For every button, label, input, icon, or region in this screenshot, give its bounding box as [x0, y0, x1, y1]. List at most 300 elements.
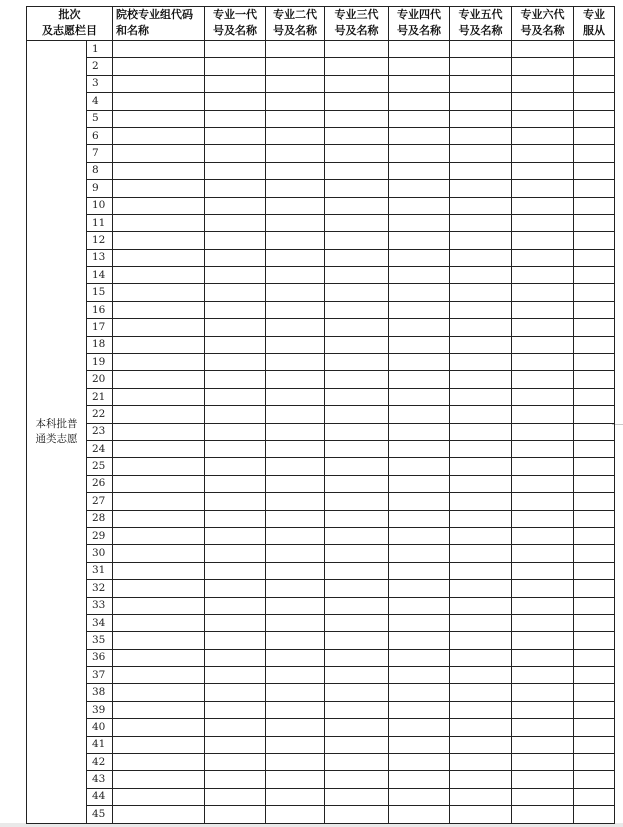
major-6-cell[interactable]	[512, 319, 574, 336]
major-3-cell[interactable]	[325, 93, 389, 110]
major-4-cell[interactable]	[389, 806, 450, 823]
major-4-cell[interactable]	[389, 475, 450, 492]
major-5-cell[interactable]	[450, 580, 512, 597]
major-1-cell[interactable]	[205, 319, 266, 336]
college-group-cell[interactable]	[113, 458, 205, 475]
major-5-cell[interactable]	[450, 284, 512, 301]
major-3-cell[interactable]	[325, 527, 389, 544]
major-4-cell[interactable]	[389, 788, 450, 805]
major-1-cell[interactable]	[205, 440, 266, 457]
major-6-cell[interactable]	[512, 110, 574, 127]
major-2-cell[interactable]	[266, 162, 325, 179]
major-obey-cell[interactable]	[574, 58, 615, 75]
major-obey-cell[interactable]	[574, 197, 615, 214]
major-2-cell[interactable]	[266, 597, 325, 614]
major-5-cell[interactable]	[450, 301, 512, 318]
major-4-cell[interactable]	[389, 510, 450, 527]
college-group-cell[interactable]	[113, 649, 205, 666]
major-6-cell[interactable]	[512, 667, 574, 684]
major-4-cell[interactable]	[389, 127, 450, 144]
major-4-cell[interactable]	[389, 771, 450, 788]
college-group-cell[interactable]	[113, 93, 205, 110]
major-3-cell[interactable]	[325, 510, 389, 527]
major-2-cell[interactable]	[266, 771, 325, 788]
major-6-cell[interactable]	[512, 371, 574, 388]
major-5-cell[interactable]	[450, 632, 512, 649]
college-group-cell[interactable]	[113, 406, 205, 423]
major-3-cell[interactable]	[325, 649, 389, 666]
major-3-cell[interactable]	[325, 267, 389, 284]
major-4-cell[interactable]	[389, 232, 450, 249]
major-3-cell[interactable]	[325, 388, 389, 405]
major-obey-cell[interactable]	[574, 649, 615, 666]
major-1-cell[interactable]	[205, 214, 266, 231]
college-group-cell[interactable]	[113, 162, 205, 179]
major-obey-cell[interactable]	[574, 180, 615, 197]
major-4-cell[interactable]	[389, 580, 450, 597]
major-obey-cell[interactable]	[574, 319, 615, 336]
major-4-cell[interactable]	[389, 527, 450, 544]
major-obey-cell[interactable]	[574, 371, 615, 388]
college-group-cell[interactable]	[113, 301, 205, 318]
major-6-cell[interactable]	[512, 145, 574, 162]
major-1-cell[interactable]	[205, 806, 266, 823]
major-4-cell[interactable]	[389, 58, 450, 75]
major-2-cell[interactable]	[266, 527, 325, 544]
major-6-cell[interactable]	[512, 684, 574, 701]
major-6-cell[interactable]	[512, 388, 574, 405]
college-group-cell[interactable]	[113, 545, 205, 562]
major-5-cell[interactable]	[450, 145, 512, 162]
major-3-cell[interactable]	[325, 562, 389, 579]
college-group-cell[interactable]	[113, 580, 205, 597]
major-4-cell[interactable]	[389, 249, 450, 266]
major-5-cell[interactable]	[450, 232, 512, 249]
major-2-cell[interactable]	[266, 354, 325, 371]
major-1-cell[interactable]	[205, 493, 266, 510]
major-4-cell[interactable]	[389, 632, 450, 649]
major-5-cell[interactable]	[450, 719, 512, 736]
college-group-cell[interactable]	[113, 371, 205, 388]
major-6-cell[interactable]	[512, 580, 574, 597]
major-1-cell[interactable]	[205, 110, 266, 127]
major-obey-cell[interactable]	[574, 545, 615, 562]
major-3-cell[interactable]	[325, 127, 389, 144]
major-2-cell[interactable]	[266, 388, 325, 405]
college-group-cell[interactable]	[113, 632, 205, 649]
major-6-cell[interactable]	[512, 545, 574, 562]
major-4-cell[interactable]	[389, 684, 450, 701]
college-group-cell[interactable]	[113, 736, 205, 753]
major-2-cell[interactable]	[266, 267, 325, 284]
major-2-cell[interactable]	[266, 684, 325, 701]
major-2-cell[interactable]	[266, 754, 325, 771]
major-6-cell[interactable]	[512, 649, 574, 666]
college-group-cell[interactable]	[113, 180, 205, 197]
major-5-cell[interactable]	[450, 597, 512, 614]
major-4-cell[interactable]	[389, 423, 450, 440]
major-1-cell[interactable]	[205, 736, 266, 753]
major-obey-cell[interactable]	[574, 162, 615, 179]
major-1-cell[interactable]	[205, 145, 266, 162]
major-6-cell[interactable]	[512, 406, 574, 423]
major-5-cell[interactable]	[450, 58, 512, 75]
college-group-cell[interactable]	[113, 719, 205, 736]
major-2-cell[interactable]	[266, 284, 325, 301]
major-2-cell[interactable]	[266, 510, 325, 527]
major-3-cell[interactable]	[325, 75, 389, 92]
major-1-cell[interactable]	[205, 614, 266, 631]
major-3-cell[interactable]	[325, 371, 389, 388]
major-obey-cell[interactable]	[574, 788, 615, 805]
major-3-cell[interactable]	[325, 806, 389, 823]
major-obey-cell[interactable]	[574, 510, 615, 527]
major-obey-cell[interactable]	[574, 527, 615, 544]
major-3-cell[interactable]	[325, 354, 389, 371]
major-1-cell[interactable]	[205, 597, 266, 614]
major-1-cell[interactable]	[205, 632, 266, 649]
major-4-cell[interactable]	[389, 75, 450, 92]
major-6-cell[interactable]	[512, 301, 574, 318]
major-6-cell[interactable]	[512, 788, 574, 805]
major-1-cell[interactable]	[205, 649, 266, 666]
major-6-cell[interactable]	[512, 232, 574, 249]
major-2-cell[interactable]	[266, 440, 325, 457]
major-4-cell[interactable]	[389, 145, 450, 162]
college-group-cell[interactable]	[113, 249, 205, 266]
major-1-cell[interactable]	[205, 336, 266, 353]
major-obey-cell[interactable]	[574, 214, 615, 231]
major-6-cell[interactable]	[512, 180, 574, 197]
major-5-cell[interactable]	[450, 684, 512, 701]
major-6-cell[interactable]	[512, 510, 574, 527]
major-1-cell[interactable]	[205, 406, 266, 423]
major-obey-cell[interactable]	[574, 75, 615, 92]
college-group-cell[interactable]	[113, 214, 205, 231]
major-2-cell[interactable]	[266, 580, 325, 597]
major-6-cell[interactable]	[512, 75, 574, 92]
college-group-cell[interactable]	[113, 423, 205, 440]
major-obey-cell[interactable]	[574, 754, 615, 771]
major-obey-cell[interactable]	[574, 614, 615, 631]
major-1-cell[interactable]	[205, 423, 266, 440]
major-6-cell[interactable]	[512, 162, 574, 179]
major-5-cell[interactable]	[450, 701, 512, 718]
major-2-cell[interactable]	[266, 614, 325, 631]
major-obey-cell[interactable]	[574, 354, 615, 371]
major-3-cell[interactable]	[325, 684, 389, 701]
major-3-cell[interactable]	[325, 180, 389, 197]
major-5-cell[interactable]	[450, 93, 512, 110]
major-3-cell[interactable]	[325, 545, 389, 562]
major-3-cell[interactable]	[325, 301, 389, 318]
major-6-cell[interactable]	[512, 284, 574, 301]
major-4-cell[interactable]	[389, 371, 450, 388]
major-obey-cell[interactable]	[574, 684, 615, 701]
major-5-cell[interactable]	[450, 806, 512, 823]
major-5-cell[interactable]	[450, 180, 512, 197]
college-group-cell[interactable]	[113, 597, 205, 614]
college-group-cell[interactable]	[113, 232, 205, 249]
major-3-cell[interactable]	[325, 197, 389, 214]
major-6-cell[interactable]	[512, 249, 574, 266]
major-6-cell[interactable]	[512, 614, 574, 631]
major-obey-cell[interactable]	[574, 719, 615, 736]
major-5-cell[interactable]	[450, 127, 512, 144]
college-group-cell[interactable]	[113, 354, 205, 371]
major-2-cell[interactable]	[266, 371, 325, 388]
major-5-cell[interactable]	[450, 162, 512, 179]
major-2-cell[interactable]	[266, 632, 325, 649]
major-6-cell[interactable]	[512, 354, 574, 371]
major-5-cell[interactable]	[450, 388, 512, 405]
major-3-cell[interactable]	[325, 440, 389, 457]
major-1-cell[interactable]	[205, 527, 266, 544]
major-1-cell[interactable]	[205, 475, 266, 492]
major-5-cell[interactable]	[450, 788, 512, 805]
major-3-cell[interactable]	[325, 336, 389, 353]
major-1-cell[interactable]	[205, 197, 266, 214]
major-1-cell[interactable]	[205, 267, 266, 284]
major-obey-cell[interactable]	[574, 475, 615, 492]
major-3-cell[interactable]	[325, 754, 389, 771]
major-2-cell[interactable]	[266, 232, 325, 249]
major-6-cell[interactable]	[512, 475, 574, 492]
major-4-cell[interactable]	[389, 667, 450, 684]
major-3-cell[interactable]	[325, 284, 389, 301]
major-5-cell[interactable]	[450, 667, 512, 684]
major-obey-cell[interactable]	[574, 249, 615, 266]
major-obey-cell[interactable]	[574, 145, 615, 162]
major-1-cell[interactable]	[205, 41, 266, 58]
major-1-cell[interactable]	[205, 162, 266, 179]
major-3-cell[interactable]	[325, 41, 389, 58]
major-3-cell[interactable]	[325, 162, 389, 179]
major-obey-cell[interactable]	[574, 440, 615, 457]
college-group-cell[interactable]	[113, 319, 205, 336]
major-obey-cell[interactable]	[574, 667, 615, 684]
major-2-cell[interactable]	[266, 249, 325, 266]
major-4-cell[interactable]	[389, 354, 450, 371]
major-2-cell[interactable]	[266, 75, 325, 92]
major-6-cell[interactable]	[512, 527, 574, 544]
major-1-cell[interactable]	[205, 354, 266, 371]
major-6-cell[interactable]	[512, 267, 574, 284]
major-obey-cell[interactable]	[574, 806, 615, 823]
major-1-cell[interactable]	[205, 371, 266, 388]
college-group-cell[interactable]	[113, 41, 205, 58]
major-obey-cell[interactable]	[574, 301, 615, 318]
major-4-cell[interactable]	[389, 197, 450, 214]
major-2-cell[interactable]	[266, 667, 325, 684]
major-3-cell[interactable]	[325, 58, 389, 75]
major-4-cell[interactable]	[389, 41, 450, 58]
major-1-cell[interactable]	[205, 458, 266, 475]
college-group-cell[interactable]	[113, 475, 205, 492]
major-1-cell[interactable]	[205, 701, 266, 718]
major-4-cell[interactable]	[389, 614, 450, 631]
major-1-cell[interactable]	[205, 180, 266, 197]
major-5-cell[interactable]	[450, 75, 512, 92]
major-4-cell[interactable]	[389, 214, 450, 231]
major-2-cell[interactable]	[266, 110, 325, 127]
major-obey-cell[interactable]	[574, 41, 615, 58]
major-6-cell[interactable]	[512, 754, 574, 771]
major-5-cell[interactable]	[450, 319, 512, 336]
college-group-cell[interactable]	[113, 127, 205, 144]
major-3-cell[interactable]	[325, 580, 389, 597]
major-obey-cell[interactable]	[574, 771, 615, 788]
major-5-cell[interactable]	[450, 440, 512, 457]
major-obey-cell[interactable]	[574, 127, 615, 144]
major-3-cell[interactable]	[325, 788, 389, 805]
major-1-cell[interactable]	[205, 562, 266, 579]
major-4-cell[interactable]	[389, 440, 450, 457]
major-2-cell[interactable]	[266, 127, 325, 144]
major-2-cell[interactable]	[266, 423, 325, 440]
college-group-cell[interactable]	[113, 754, 205, 771]
major-2-cell[interactable]	[266, 493, 325, 510]
major-obey-cell[interactable]	[574, 736, 615, 753]
college-group-cell[interactable]	[113, 806, 205, 823]
major-6-cell[interactable]	[512, 41, 574, 58]
major-2-cell[interactable]	[266, 562, 325, 579]
major-3-cell[interactable]	[325, 736, 389, 753]
college-group-cell[interactable]	[113, 440, 205, 457]
major-3-cell[interactable]	[325, 458, 389, 475]
major-2-cell[interactable]	[266, 458, 325, 475]
major-obey-cell[interactable]	[574, 388, 615, 405]
major-6-cell[interactable]	[512, 197, 574, 214]
college-group-cell[interactable]	[113, 75, 205, 92]
major-1-cell[interactable]	[205, 788, 266, 805]
major-1-cell[interactable]	[205, 232, 266, 249]
major-2-cell[interactable]	[266, 93, 325, 110]
major-5-cell[interactable]	[450, 527, 512, 544]
major-4-cell[interactable]	[389, 301, 450, 318]
major-5-cell[interactable]	[450, 423, 512, 440]
major-4-cell[interactable]	[389, 388, 450, 405]
major-3-cell[interactable]	[325, 145, 389, 162]
major-4-cell[interactable]	[389, 754, 450, 771]
major-1-cell[interactable]	[205, 301, 266, 318]
major-6-cell[interactable]	[512, 423, 574, 440]
major-obey-cell[interactable]	[574, 458, 615, 475]
college-group-cell[interactable]	[113, 771, 205, 788]
major-3-cell[interactable]	[325, 319, 389, 336]
major-4-cell[interactable]	[389, 406, 450, 423]
major-3-cell[interactable]	[325, 614, 389, 631]
major-2-cell[interactable]	[266, 788, 325, 805]
major-4-cell[interactable]	[389, 93, 450, 110]
major-2-cell[interactable]	[266, 406, 325, 423]
major-6-cell[interactable]	[512, 771, 574, 788]
major-obey-cell[interactable]	[574, 701, 615, 718]
major-3-cell[interactable]	[325, 771, 389, 788]
major-6-cell[interactable]	[512, 440, 574, 457]
college-group-cell[interactable]	[113, 110, 205, 127]
major-2-cell[interactable]	[266, 197, 325, 214]
college-group-cell[interactable]	[113, 284, 205, 301]
major-obey-cell[interactable]	[574, 423, 615, 440]
major-5-cell[interactable]	[450, 493, 512, 510]
college-group-cell[interactable]	[113, 527, 205, 544]
major-3-cell[interactable]	[325, 632, 389, 649]
major-2-cell[interactable]	[266, 41, 325, 58]
major-4-cell[interactable]	[389, 719, 450, 736]
major-2-cell[interactable]	[266, 649, 325, 666]
major-5-cell[interactable]	[450, 354, 512, 371]
major-4-cell[interactable]	[389, 180, 450, 197]
major-1-cell[interactable]	[205, 249, 266, 266]
major-3-cell[interactable]	[325, 423, 389, 440]
major-3-cell[interactable]	[325, 701, 389, 718]
major-4-cell[interactable]	[389, 545, 450, 562]
major-1-cell[interactable]	[205, 388, 266, 405]
major-3-cell[interactable]	[325, 406, 389, 423]
major-2-cell[interactable]	[266, 214, 325, 231]
major-1-cell[interactable]	[205, 719, 266, 736]
major-4-cell[interactable]	[389, 493, 450, 510]
college-group-cell[interactable]	[113, 701, 205, 718]
major-4-cell[interactable]	[389, 736, 450, 753]
major-4-cell[interactable]	[389, 284, 450, 301]
major-4-cell[interactable]	[389, 162, 450, 179]
major-obey-cell[interactable]	[574, 93, 615, 110]
major-6-cell[interactable]	[512, 806, 574, 823]
major-5-cell[interactable]	[450, 336, 512, 353]
major-obey-cell[interactable]	[574, 110, 615, 127]
major-2-cell[interactable]	[266, 719, 325, 736]
major-5-cell[interactable]	[450, 214, 512, 231]
major-1-cell[interactable]	[205, 545, 266, 562]
major-2-cell[interactable]	[266, 145, 325, 162]
major-5-cell[interactable]	[450, 197, 512, 214]
major-1-cell[interactable]	[205, 684, 266, 701]
major-3-cell[interactable]	[325, 249, 389, 266]
major-6-cell[interactable]	[512, 336, 574, 353]
major-2-cell[interactable]	[266, 319, 325, 336]
major-3-cell[interactable]	[325, 719, 389, 736]
major-1-cell[interactable]	[205, 75, 266, 92]
major-6-cell[interactable]	[512, 93, 574, 110]
major-2-cell[interactable]	[266, 301, 325, 318]
major-5-cell[interactable]	[450, 458, 512, 475]
college-group-cell[interactable]	[113, 667, 205, 684]
major-2-cell[interactable]	[266, 475, 325, 492]
major-3-cell[interactable]	[325, 475, 389, 492]
major-4-cell[interactable]	[389, 562, 450, 579]
major-6-cell[interactable]	[512, 493, 574, 510]
college-group-cell[interactable]	[113, 788, 205, 805]
major-obey-cell[interactable]	[574, 562, 615, 579]
college-group-cell[interactable]	[113, 267, 205, 284]
major-2-cell[interactable]	[266, 736, 325, 753]
major-6-cell[interactable]	[512, 458, 574, 475]
college-group-cell[interactable]	[113, 684, 205, 701]
major-3-cell[interactable]	[325, 597, 389, 614]
major-6-cell[interactable]	[512, 632, 574, 649]
college-group-cell[interactable]	[113, 493, 205, 510]
major-6-cell[interactable]	[512, 719, 574, 736]
major-5-cell[interactable]	[450, 371, 512, 388]
major-5-cell[interactable]	[450, 771, 512, 788]
major-2-cell[interactable]	[266, 180, 325, 197]
college-group-cell[interactable]	[113, 388, 205, 405]
major-5-cell[interactable]	[450, 41, 512, 58]
college-group-cell[interactable]	[113, 197, 205, 214]
major-5-cell[interactable]	[450, 754, 512, 771]
